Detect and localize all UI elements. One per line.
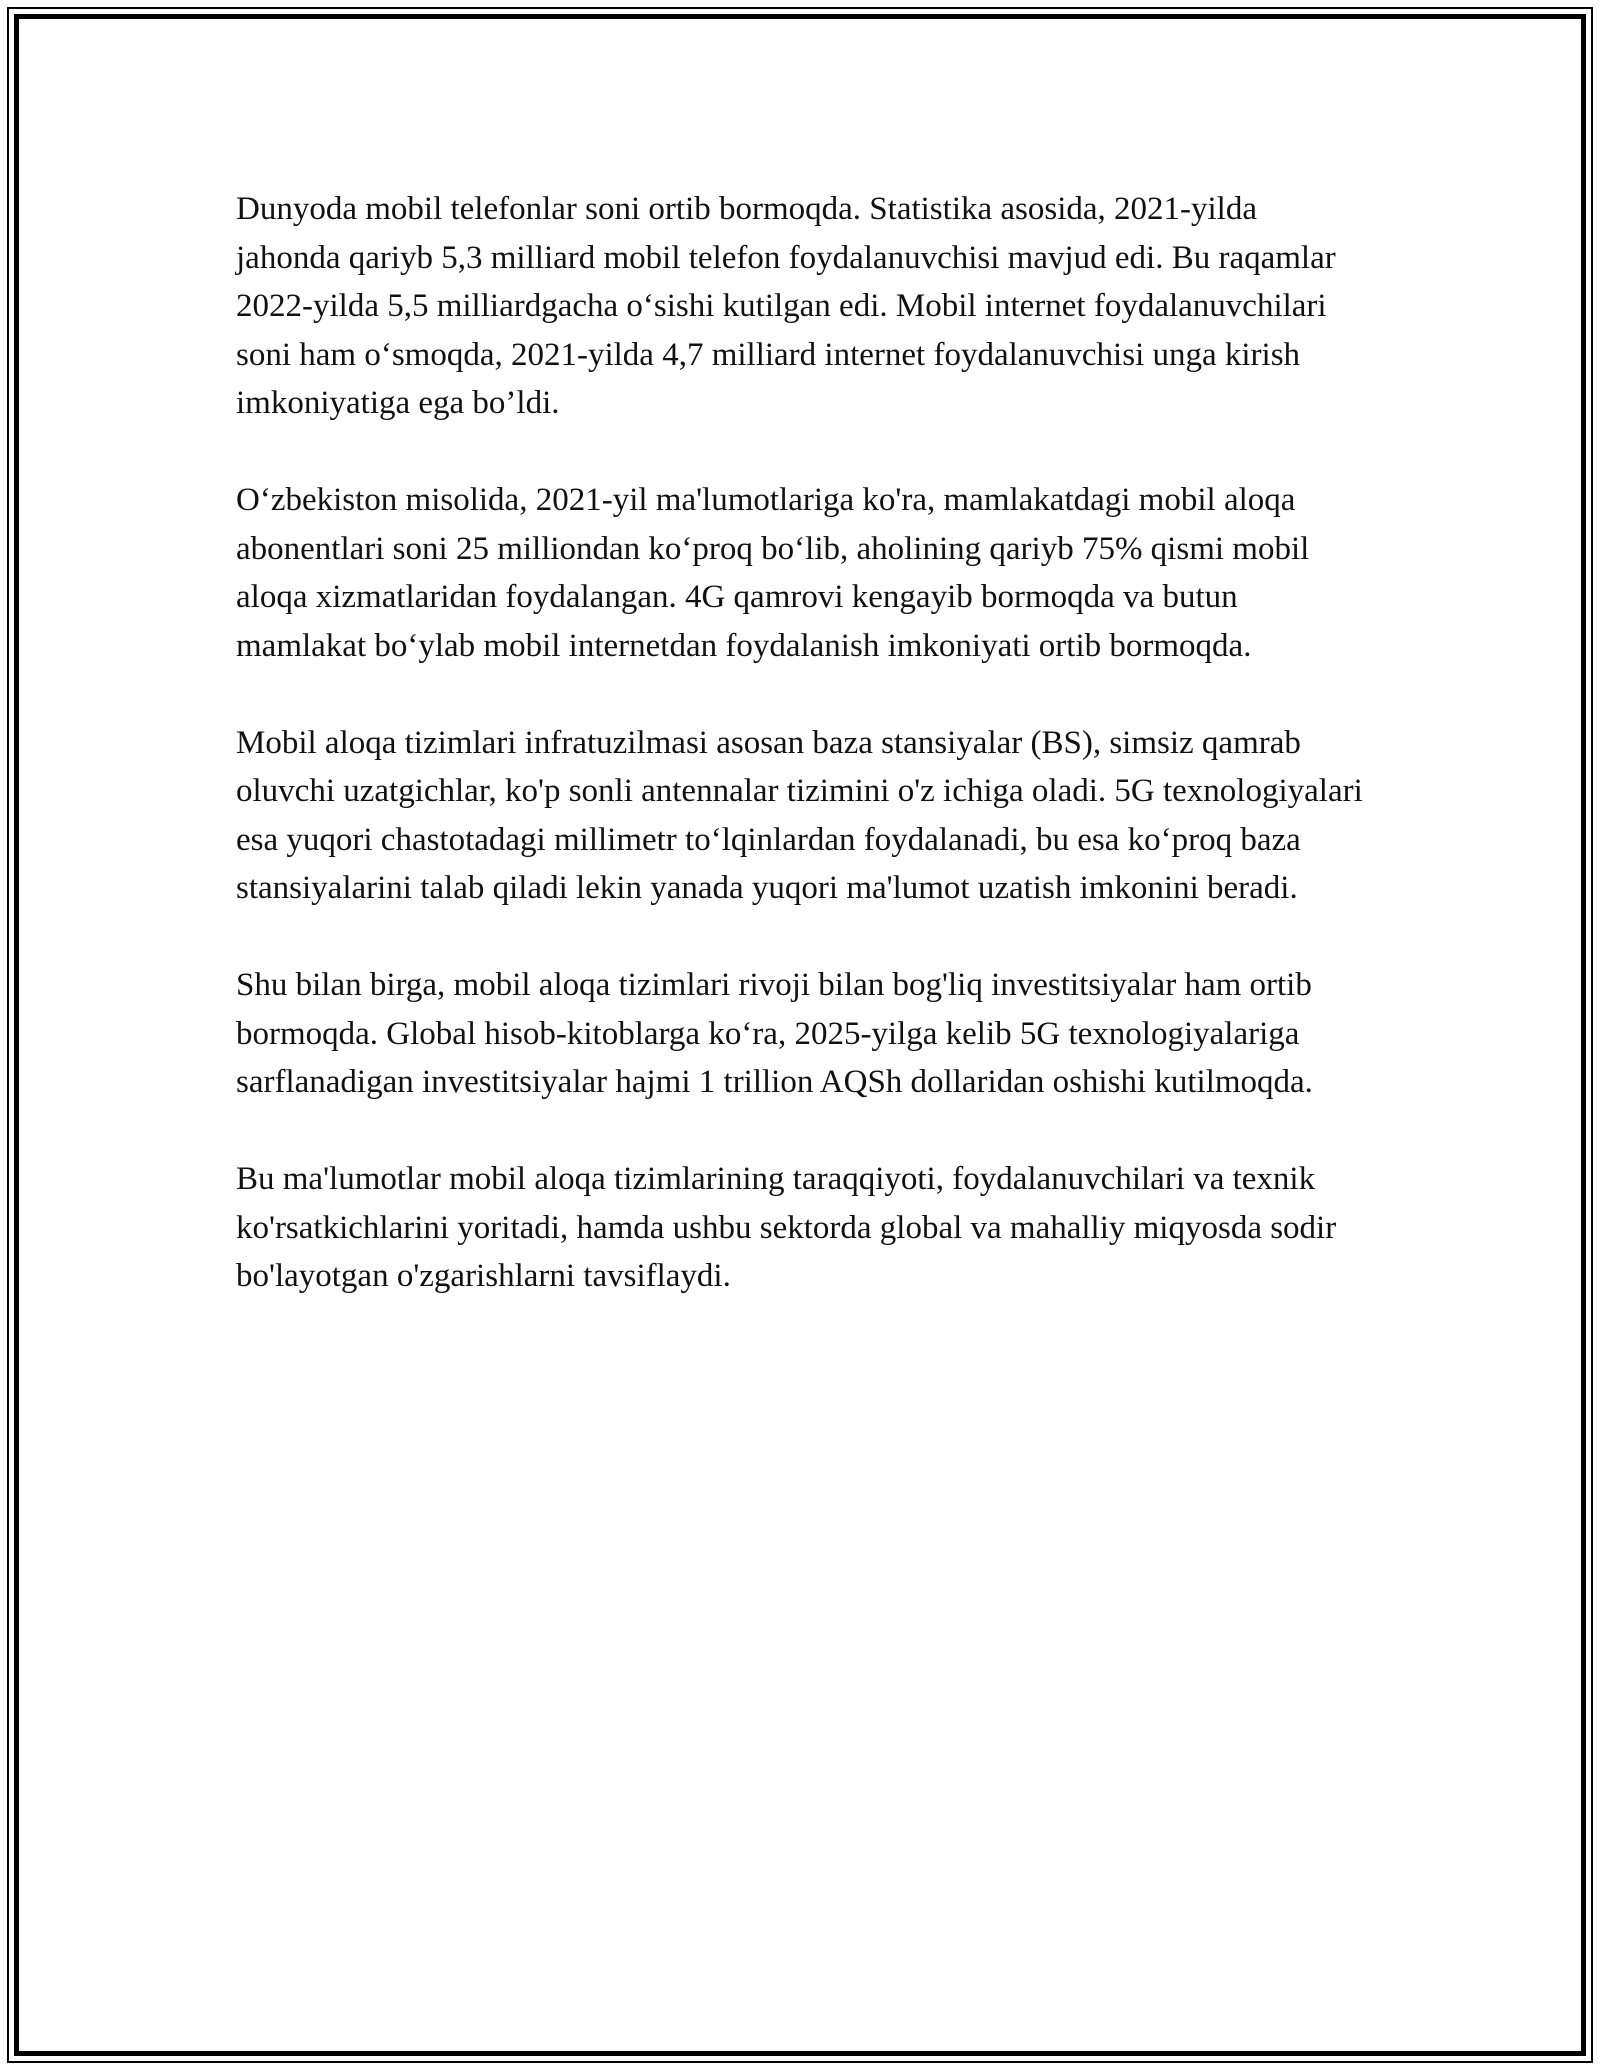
paragraph-summary: Bu ma'lumotlar mobil aloqa tizimlarining taraqqiyoti, foydalanuvchilari va texnik ko'rsatkichlarini yoritadi, hamda ushbu sektorda global va mahalliy miqyosda sodir bo'layotgan o'zgarishlarni tavsiflaydi. (236, 1161, 1337, 1294)
paragraph-mobile-phone-statistics: Dunyoda mobil telefonlar soni ortib bormoqda. Statistika asosida, 2021-yilda jahonda qariyb 5,3 milliard mobil telefon foydalanuvchisi mavjud edi. Bu raqamlar 2022-yilda 5,5 milliardgacha o‘sishi kutilgan edi. Mobil internet foydalanuvchilari soni ham o‘smoqda, 2021-yilda 4,7 milliard internet foydalanuvchisi unga kirish imkoniyatiga ega bo’ldi. (236, 191, 1336, 421)
paragraph-infrastructure: Mobil aloqa tizimlari infratuzilmasi asosan baza stansiyalar (BS), simsiz qamrab oluvchi uzatgichlar, ko'p sonli antennalar tizimini o'z ichiga oladi. 5G texnologiyalari esa yuqori chastotadagi millimetr to‘lqinlardan foydalanadi, bu esa ko‘proq baza stansiyalarini talab qiladi lekin yanada yuqori ma'lumot uzatish imkonini beradi. (236, 724, 1363, 906)
paragraph-investments: Shu bilan birga, mobil aloqa tizimlari rivoji bilan bog'liq investitsiyalar ham ortib bormoqda. Global hisob-kitoblarga ko‘ra, 2025-yilga kelib 5G texnologiyalariga sarflanadigan investitsiyalar hajmi 1 trillion AQSh dollaridan oshishi kutilmoqda. (236, 967, 1313, 1100)
paragraph-uzbekistan-subscribers: O‘zbekiston misolida, 2021-yil ma'lumotlariga ko'ra, mamlakatdagi mobil aloqa abonentlari soni 25 milliondan ko‘proq bo‘lib, aholining qariyb 75% qismi mobil aloqa xizmatlaridan foydalangan. 4G qamrovi kengayib bormoqda va butun mamlakat bo‘ylab mobil internetdan foydalanish imkoniyati ortib bormoqda. (236, 482, 1310, 664)
document-body (236, 185, 1364, 1349)
